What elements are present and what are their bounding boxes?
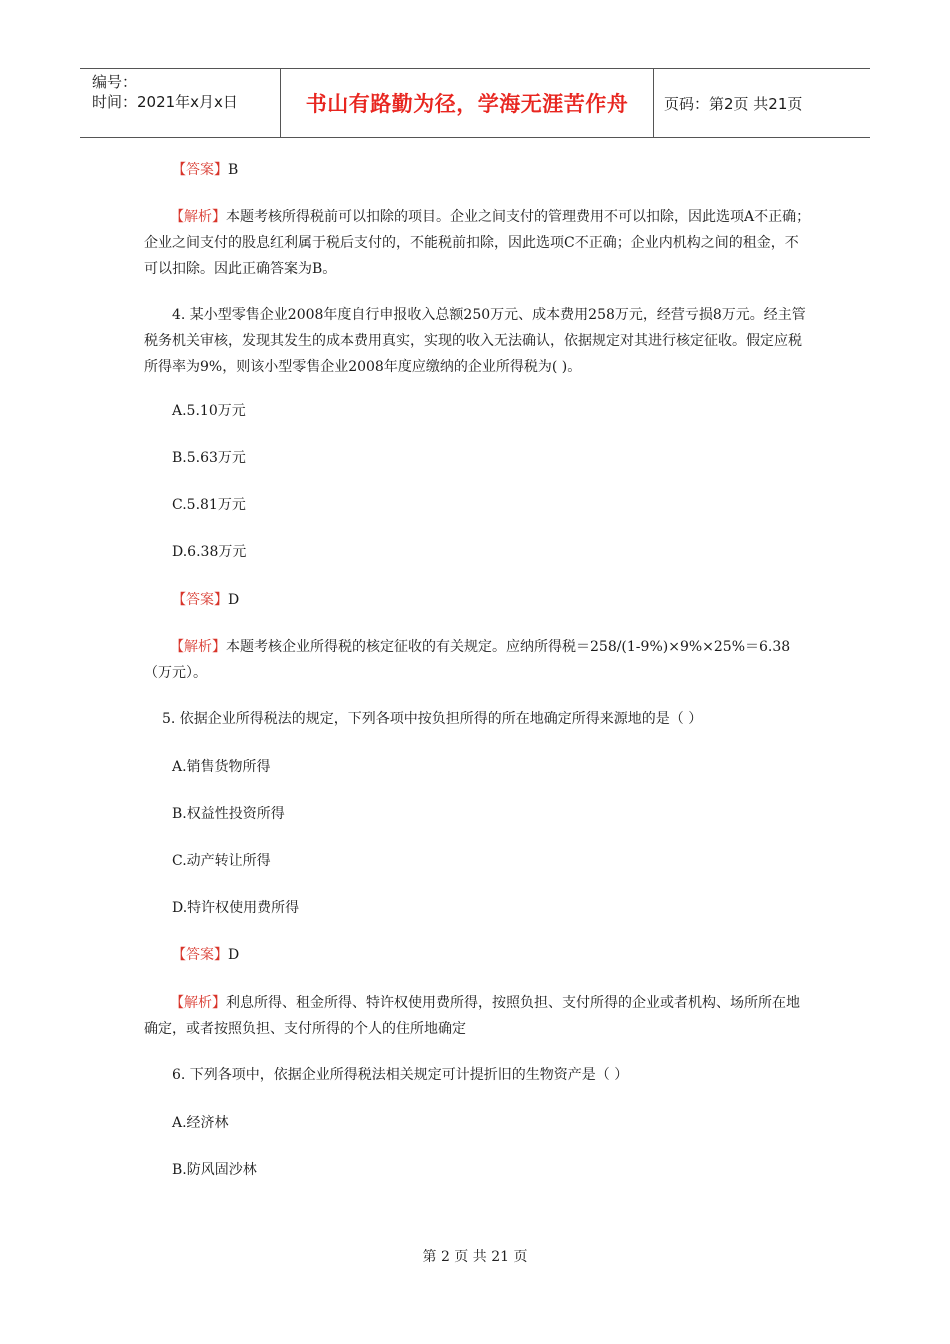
analysis-tag: 解析 <box>184 995 212 1011</box>
page-footer: 第 2 页 共 21 页 <box>422 1249 528 1265</box>
question-6: 6. 下列各项中，依据企业所得税法相关规定可计提折旧的生物资产是（ ） <box>172 1067 629 1083</box>
option-5a: A.销售货物所得 <box>172 759 271 775</box>
question-5: 5. 依据企业所得税法的规定，下列各项中按负担所得的所在地确定所得来源地的是（ ） <box>162 711 703 727</box>
option-5c: C.动产转让所得 <box>172 853 271 869</box>
analysis-text: 本题考核企业所得税的核定征收的有关规定。应纳所得税＝258/(1-9%)×9%×25%＝6.38（万元）。 <box>144 639 791 681</box>
answer-value: D <box>228 592 240 608</box>
analysis-paragraph: 【解析】本题考核所得税前可以扣除的项目。企业之间支付的管理费用不可以扣除，因此选项A不正确；企业之间支付的股息红利属于税后支付的，不能税前扣除，因此选项C不正确；企业内机构之间的租金，不可以扣除。因此正确答案为B。 <box>144 209 811 277</box>
option-5b: B.权益性投资所得 <box>172 806 285 822</box>
option-4a: A.5.10万元 <box>172 403 246 419</box>
question-4: 4. 某小型零售企业2008年度自行申报收入总额250万元、成本费用258万元，经营亏损8万元。经主管税务机关审核，发现其发生的成本费用真实，实现的收入无法确认，依据规定对其进行核定征收。假定应税所得率为9%，则该小型零售企业2008年度应缴纳的企业所得税为( )。 <box>144 307 806 375</box>
option-6b: B.防风固沙林 <box>172 1162 257 1178</box>
answer-tag: 答案 <box>186 947 214 963</box>
analysis-text: 本题考核所得税前可以扣除的项目。企业之间支付的管理费用不可以扣除，因此选项A不正确；企业之间支付的股息红利属于税后支付的，不能税前扣除，因此选项C不正确；企业内机构之间的租金，不可以扣除。因此正确答案为B。 <box>144 209 811 277</box>
answer-line: 【答案】B <box>172 162 239 178</box>
time-label: 时间：2021年x月x日 <box>92 93 238 111</box>
analysis-paragraph: 【解析】本题考核企业所得税的核定征收的有关规定。应纳所得税＝258/(1-9%)×9%×25%＝6.38（万元）。 <box>144 639 791 681</box>
answer-tag: 答案 <box>186 592 214 608</box>
answer-tag: 答案 <box>186 162 214 178</box>
option-4c: C.5.81万元 <box>172 497 246 513</box>
analysis-tag: 解析 <box>184 209 212 225</box>
option-4d: D.6.38万元 <box>172 544 247 560</box>
header-motto: 书山有路勤为径，学海无涯苦作舟 <box>281 69 654 137</box>
analysis-text: 利息所得、租金所得、特许权使用费所得，按照负担、支付所得的企业或者机构、场所所在地确定，或者按照负担、支付所得的个人的住所地确定 <box>144 995 800 1037</box>
answer-line: 【答案】D <box>172 592 240 608</box>
header-meta-cell <box>80 69 281 137</box>
option-4b: B.5.63万元 <box>172 450 246 466</box>
answer-value: B <box>228 162 239 178</box>
option-6a: A.经济林 <box>172 1115 229 1131</box>
number-label: 编号： <box>92 73 138 91</box>
page-header <box>80 68 870 138</box>
answer-value: D <box>228 947 240 963</box>
header-page-info: 页码：第2页 共21页 <box>664 94 803 113</box>
option-5d: D.特许权使用费所得 <box>172 900 300 916</box>
analysis-tag: 解析 <box>184 639 212 655</box>
analysis-paragraph: 【解析】利息所得、租金所得、特许权使用费所得，按照负担、支付所得的企业或者机构、场所所在地确定，或者按照负担、支付所得的个人的住所地确定 <box>144 995 800 1037</box>
answer-line: 【答案】D <box>172 947 240 963</box>
